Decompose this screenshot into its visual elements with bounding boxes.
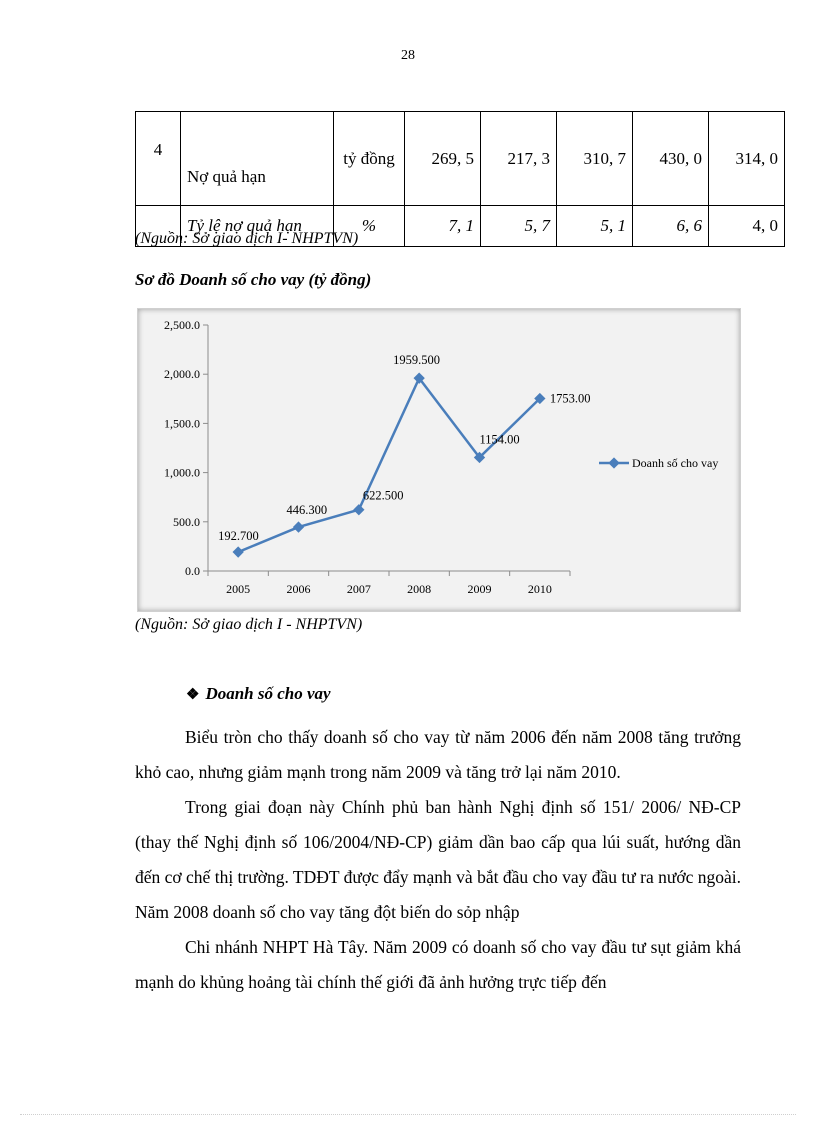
data-label: 622.500 — [362, 488, 404, 503]
x-tick-label: 2007 — [346, 582, 371, 596]
table-cell-name: Tỷ lệ nợ quả hạn — [181, 206, 334, 247]
table-cell-value: 310, 7 — [557, 112, 633, 206]
table-cell-value: 7, 1 — [405, 206, 481, 247]
data-label: 1154.00 — [479, 432, 520, 447]
section-heading-text: Doanh số cho vay — [205, 684, 331, 703]
x-tick-label: 2008 — [407, 582, 432, 596]
data-point — [233, 546, 244, 557]
table-cell-value: 217, 3 — [481, 112, 557, 206]
diamond-bullet-icon: ❖ — [186, 687, 200, 703]
x-tick-label: 2005 — [226, 582, 251, 596]
table-cell-value: 430, 0 — [633, 112, 709, 206]
page-number: 28 — [401, 48, 415, 63]
y-tick-label: 1,500.0 — [164, 416, 200, 431]
y-tick-label: 2,500.0 — [164, 318, 200, 332]
line-chart — [138, 309, 742, 613]
y-tick-label: 500.0 — [173, 514, 200, 529]
paragraph: Chi nhánh NHPT Hà Tây. Năm 2009 có doanh số cho vay đầu tư sụt giảm khá mạnh do khủng hoảng tài chính thế giới đã ảnh hưởng trực tiếp đến — [135, 937, 741, 992]
table-cell-value: 314, 0 — [709, 112, 785, 206]
data-point — [353, 504, 364, 515]
table-cell-value: 5, 1 — [557, 206, 633, 247]
x-tick-label: 2006 — [286, 582, 311, 596]
table-cell-value: 5, 7 — [481, 206, 557, 247]
data-label: 192.700 — [218, 529, 259, 544]
page-bottom-divider — [20, 1114, 796, 1115]
data-label: 446.300 — [286, 503, 328, 518]
table-row — [136, 112, 785, 206]
chart-frame — [137, 308, 741, 612]
table-cell-unit: tỷ đồng — [334, 112, 405, 206]
section-heading — [186, 684, 331, 704]
paragraph: Trong giai đoạn này Chính phủ ban hành Nghị định số 151/ 2006/ NĐ-CP (thay thế Nghị định số 106/2004/NĐ-CP) giảm dần bao cấp qua lúi suất, hướng dần đến cơ chế thị trường. TDĐT được đẩy mạnh và bắt đầu cho vay đầu tư ra nước ngoài. Năm 2008 doanh số cho vay tăng đột biến do sỏp nhập — [135, 797, 741, 922]
data-label: 1959.500 — [393, 353, 441, 368]
table-cell-value: 6, 6 — [633, 206, 709, 247]
series-line — [238, 378, 540, 552]
y-tick-label: 1,000.0 — [164, 465, 200, 480]
table-source-note: (Nguồn: Sở giao dịch I- NHPTVN) — [135, 230, 359, 247]
table-cell-value: 269, 5 — [405, 112, 481, 206]
table-cell-unit: % — [334, 206, 405, 247]
legend-label: Doanh số cho vay — [632, 456, 719, 470]
data-table — [135, 111, 785, 247]
table-cell-stt: 4 — [136, 112, 181, 206]
table-cell-name: Nợ quả hạn — [181, 112, 334, 206]
x-tick-label: 2010 — [527, 582, 552, 596]
chart-title: Sơ đồ Doanh số cho vay (tỷ đồng) — [135, 270, 372, 289]
chart-source-note: (Nguồn: Sở giao dịch I - NHPTVN) — [135, 616, 363, 633]
table-cell-value: 4, 0 — [709, 206, 785, 247]
x-tick-label: 2009 — [467, 582, 492, 596]
legend-marker — [608, 457, 619, 468]
paragraph: Biểu tròn cho thấy doanh số cho vay từ năm 2006 đến năm 2008 tăng trưởng khỏ cao, nhưng giảm mạnh trong năm 2009 và tăng trở lại năm 2010. — [135, 727, 741, 782]
y-tick-label: 0.0 — [185, 564, 200, 578]
y-tick-label: 2,000.0 — [164, 367, 200, 382]
data-label: 1753.00 — [549, 391, 591, 406]
data-point — [293, 521, 304, 532]
